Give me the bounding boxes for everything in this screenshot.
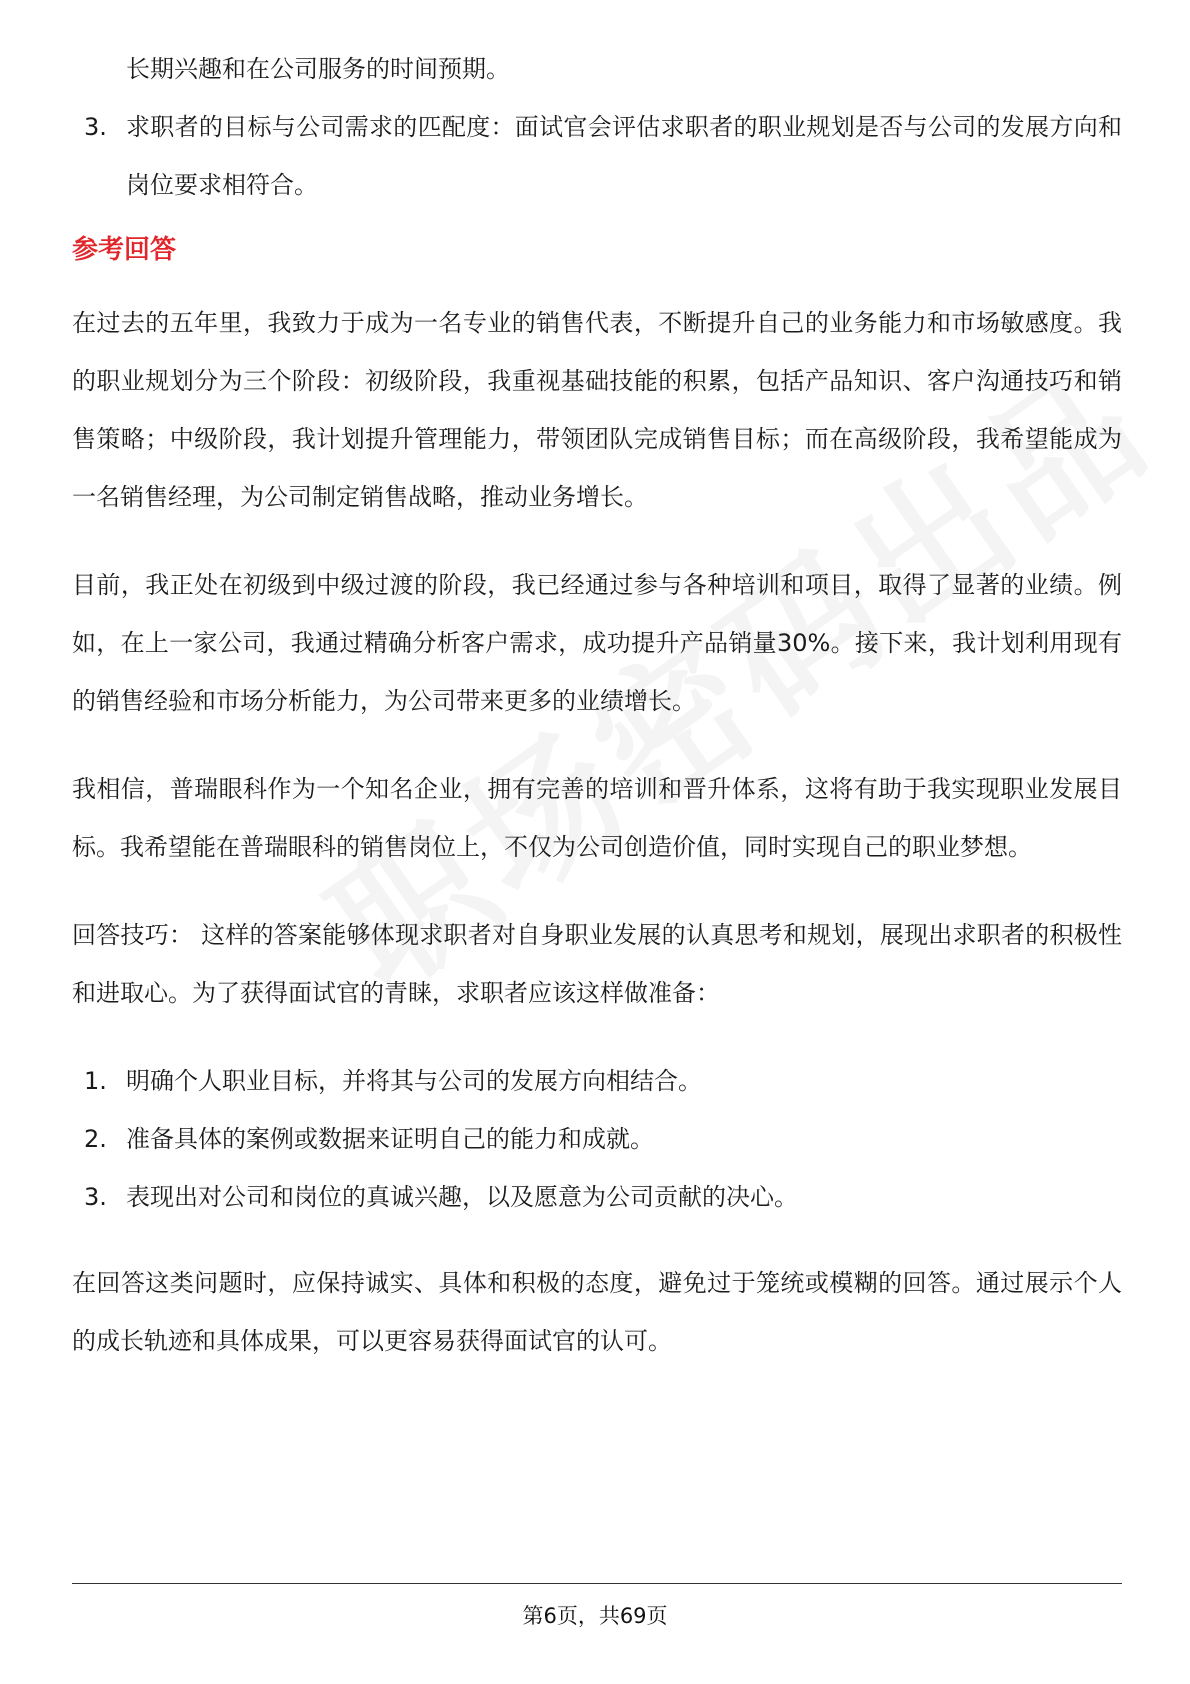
list-item-text: 求职者的目标与公司需求的匹配度：面试官会评估求职者的职业规划是否与公司的发展方向和岗位要求相符合。	[126, 113, 1122, 199]
tips-list	[72, 1052, 1122, 1226]
answer-paragraph-1: 在过去的五年里，我致力于成为一名专业的销售代表，不断提升自己的业务能力和市场敏感度。我的职业规划分为三个阶段：初级阶段，我重视基础技能的积累，包括产品知识、客户沟通技巧和销售策略；中级阶段，我计划提升管理能力，带领团队完成销售目标；而在高级阶段，我希望能成为一名销售经理，为公司制定销售战略，推动业务增长。	[72, 309, 1122, 511]
list-item-text: 明确个人职业目标，并将其与公司的发展方向相结合。	[126, 1067, 702, 1095]
list-item-text: 表现出对公司和岗位的真诚兴趣，以及愿意为公司贡献的决心。	[126, 1183, 798, 1211]
list-item	[72, 98, 1122, 214]
answer-paragraph-2: 目前，我正处在初级到中级过渡的阶段，我已经通过参与各种培训和项目，取得了显著的业绩。例如，在上一家公司，我通过精确分析客户需求，成功提升产品销量30%。接下来，我计划利用现有的销售经验和市场分析能力，为公司带来更多的业绩增长。	[72, 571, 1122, 715]
list-item	[72, 1110, 1122, 1168]
document-page	[72, 40, 1122, 1400]
tips-intro-paragraph: 回答技巧： 这样的答案能够体现求职者对自身职业发展的认真思考和规划，展现出求职者的积极性和进取心。为了获得面试官的青睐，求职者应该这样做准备：	[72, 921, 1122, 1007]
list-number: 3.	[84, 113, 107, 141]
footer-divider	[72, 1583, 1122, 1584]
closing-paragraph: 在回答这类问题时，应保持诚实、具体和积极的态度，避免过于笼统或模糊的回答。通过展示个人的成长轨迹和具体成果，可以更容易获得面试官的认可。	[72, 1269, 1122, 1355]
list-item	[72, 1168, 1122, 1226]
list-item	[72, 1052, 1122, 1110]
list-number: 2.	[84, 1125, 107, 1153]
list-number: 1.	[84, 1067, 107, 1095]
criteria-list	[72, 98, 1122, 214]
continued-list-text: 长期兴趣和在公司服务的时间预期。	[126, 55, 510, 83]
answer-paragraph-3: 我相信，普瑞眼科作为一个知名企业，拥有完善的培训和晋升体系，这将有助于我实现职业发展目标。我希望能在普瑞眼科的销售岗位上，不仅为公司创造价值，同时实现自己的职业梦想。	[72, 775, 1122, 861]
list-item-text: 准备具体的案例或数据来证明自己的能力和成就。	[126, 1125, 654, 1153]
page-number-footer: 第6页，共69页	[522, 1604, 668, 1628]
section-heading-reference-answer: 参考回答	[72, 235, 177, 265]
list-number: 3.	[84, 1183, 107, 1211]
